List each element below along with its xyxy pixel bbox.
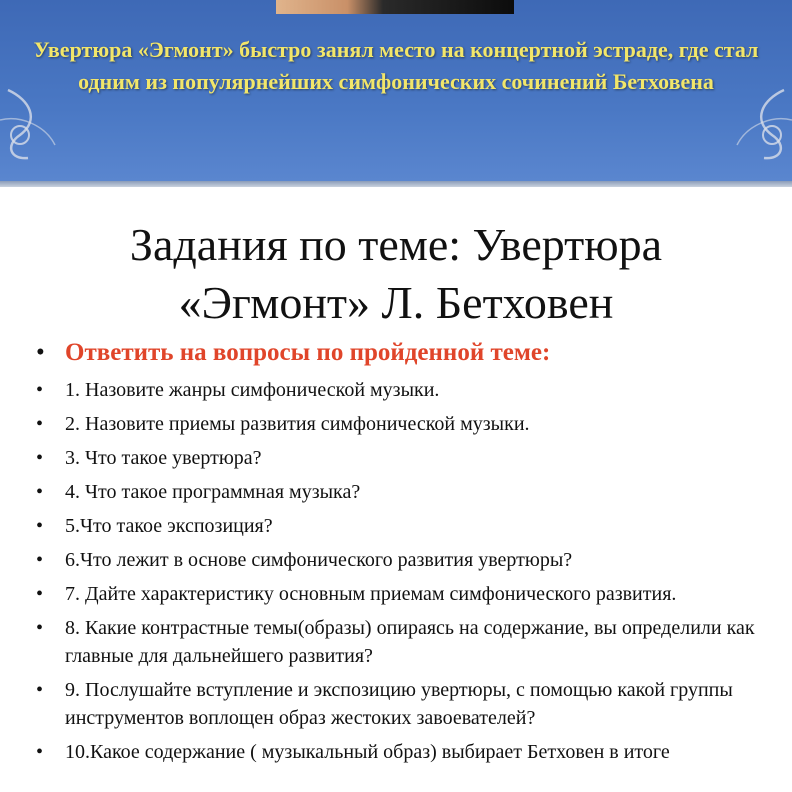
bullet-icon: •: [36, 549, 44, 571]
list-item: [30, 580, 770, 608]
task-heading-text: Ответить на вопросы по пройденной теме:: [65, 339, 551, 366]
list-item: [30, 512, 770, 540]
list-item: [30, 376, 770, 404]
bullet-icon: •: [36, 583, 44, 605]
list-item-text: 6.Что лежит в основе симфонического развития увертюры?: [65, 549, 573, 571]
list-item-text: 8. Какие контрастные темы(образы) опираясь на содержание, вы определили как главные для дальнейшего развития?: [65, 617, 755, 667]
bullet-icon: •: [36, 379, 44, 401]
bullet-icon: •: [36, 447, 44, 469]
list-item-text: 3. Что такое увертюра?: [65, 447, 262, 469]
list-item: [30, 478, 770, 506]
list-item-text: 10.Какое содержание ( музыкальный образ) выбирает Бетховен в итоге: [65, 741, 670, 763]
banner-caption: Увертюра «Эгмонт» быстро занял место на концертной эстраде, где стал одним из популярнейших симфонических сочинений Бетховена: [33, 37, 759, 94]
list-item: [30, 738, 770, 766]
banner-divider: [0, 181, 792, 187]
task-list: [30, 336, 770, 772]
bullet-icon: •: [36, 339, 45, 366]
list-item-text: 4. Что такое программная музыка?: [65, 481, 361, 503]
list-item-text: 7. Дайте характеристику основным приемам симфонического развития.: [65, 583, 677, 605]
list-item: [30, 444, 770, 472]
page-title: Задания по теме: Увертюра «Эгмонт» Л. Бетховен: [129, 219, 663, 328]
list-item-text: 2. Назовите приемы развития симфонической музыки.: [65, 413, 530, 435]
list-item-text: 9. Послушайте вступление и экспозицию увертюры, с помощью какой группы инструментов воплощен образ жестоких завоевателей?: [65, 679, 733, 729]
bullet-icon: •: [36, 617, 44, 639]
list-item-text: 1. Назовите жанры симфонической музыки.: [65, 379, 440, 401]
list-item: [30, 614, 770, 670]
banner-photo: [276, 0, 514, 14]
list-item: [30, 676, 770, 732]
task-list-heading: [30, 336, 770, 370]
list-item: [30, 546, 770, 574]
list-item-text: 5.Что такое экспозиция?: [65, 515, 273, 537]
bullet-icon: •: [36, 413, 44, 435]
list-item: [30, 410, 770, 438]
bullet-icon: •: [36, 481, 44, 503]
bullet-icon: •: [36, 741, 44, 763]
bullet-icon: •: [36, 515, 44, 537]
header-banner: [0, 0, 792, 181]
bullet-icon: •: [36, 679, 44, 701]
